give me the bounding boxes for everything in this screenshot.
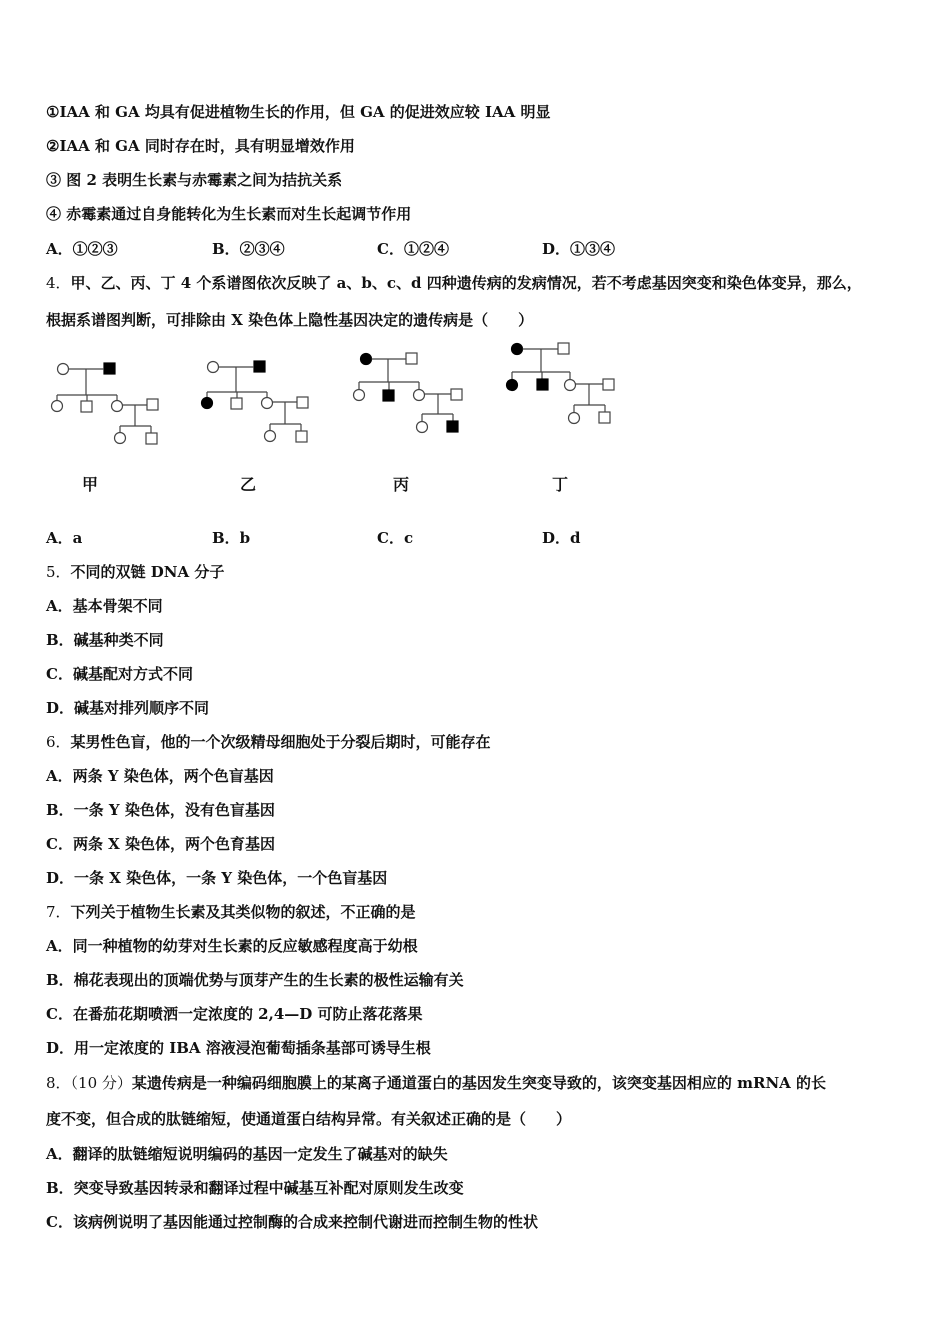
q5-option-d[interactable]: D．碱基对排列顺序不同 xyxy=(46,699,210,717)
q7-stem-text: 下列关于植物生长素及其类似物的叙述，不正确的是 xyxy=(70,903,416,921)
q8-stem-line-1 xyxy=(46,1073,826,1093)
q6-option-b[interactable]: B．一条 Y 染色体，没有色盲基因 xyxy=(46,801,275,819)
q4-number: 4． xyxy=(46,274,71,292)
q3-option-c[interactable]: C．①②④ xyxy=(377,240,449,258)
q3-option-a[interactable]: A．①②③ xyxy=(46,240,118,258)
q5-option-c[interactable]: C．碱基配对方式不同 xyxy=(46,665,193,683)
q3-option-b[interactable]: B．②③④ xyxy=(212,240,285,258)
pedigree-ding xyxy=(507,343,615,424)
q5-number: 5． xyxy=(46,563,71,581)
q4-stem-line-2: 根据系谱图判断，可排除由 X 染色体上隐性基因决定的遗传病是（ ） xyxy=(46,311,534,329)
pedigree-jia xyxy=(52,363,159,444)
q3-statement-4: ④ 赤霉素通过自身能转化为生长素而对生长起调节作用 xyxy=(46,205,412,223)
q5-stem xyxy=(46,562,224,582)
pedigree-bing xyxy=(354,353,463,433)
q6-option-c[interactable]: C．两条 X 染色体，两个色育基因 xyxy=(46,835,276,853)
q7-number: 7． xyxy=(46,903,71,921)
q4-option-b[interactable]: B．b xyxy=(212,529,251,547)
q7-option-b[interactable]: B．棉花表现出的顶端优势与顶芽产生的生长素的极性运输有关 xyxy=(46,971,464,989)
q5-option-a[interactable]: A．基本骨架不同 xyxy=(46,597,163,615)
q7-option-a[interactable]: A．同一种植物的幼芽对生长素的反应敏感程度高于幼根 xyxy=(46,937,418,955)
q4-option-a[interactable]: A．a xyxy=(46,529,83,547)
q3-statement-1: ①IAA 和 GA 均具有促进植物生长的作用，但 GA 的促进效应较 IAA 明显 xyxy=(46,103,551,121)
q4-options xyxy=(46,528,906,548)
q6-stem xyxy=(46,732,491,752)
q8-option-a[interactable]: A．翻译的肽链缩短说明编码的基因一定发生了碱基对的缺失 xyxy=(46,1145,448,1163)
q6-option-d[interactable]: D．一条 X 染色体，一条 Y 染色体，一个色盲基因 xyxy=(46,869,388,887)
q8-option-b[interactable]: B．突变导致基因转录和翻译过程中碱基互补配对原则发生改变 xyxy=(46,1179,464,1197)
pedigree-figures xyxy=(40,340,640,460)
pedigree-label-yi: 乙 xyxy=(240,475,257,494)
q6-number: 6． xyxy=(46,733,71,751)
q3-options xyxy=(46,239,906,259)
q7-option-d[interactable]: D．用一定浓度的 IBA 溶液浸泡葡萄插条基部可诱导生根 xyxy=(46,1039,431,1057)
q4-option-d[interactable]: D．d xyxy=(542,529,581,547)
pedigree-label-jia: 甲 xyxy=(82,475,99,494)
q4-option-c[interactable]: C．c xyxy=(377,529,414,547)
pedigree-yi xyxy=(202,361,309,442)
q5-option-b[interactable]: B．碱基种类不同 xyxy=(46,631,164,649)
pedigree-label-ding: 丁 xyxy=(552,475,569,494)
q8-stem-line-2: 度不变，但合成的肽链缩短，使通道蛋白结构异常。有关叙述正确的是（ ） xyxy=(46,1110,572,1128)
q4-stem-line-1 xyxy=(46,273,862,293)
q8-number: 8．（10 分） xyxy=(46,1074,132,1092)
q7-option-c[interactable]: C．在番茄花期喷洒一定浓度的 2,4—D 可防止落花落果 xyxy=(46,1005,423,1023)
pedigree-label-bing: 丙 xyxy=(393,475,410,494)
q3-statement-3: ③ 图 2 表明生长素与赤霉素之间为拮抗关系 xyxy=(46,171,343,189)
q8-option-c[interactable]: C．该病例说明了基因能通过控制酶的合成来控制代谢进而控制生物的性状 xyxy=(46,1213,538,1231)
q6-option-a[interactable]: A．两条 Y 染色体，两个色盲基因 xyxy=(46,767,274,785)
q6-stem-text: 某男性色盲，他的一个次级精母细胞处于分裂后期时，可能存在 xyxy=(70,733,491,751)
q4-stem-text-1: 甲、乙、丙、丁 4 个系谱图依次反映了 a、b、c、d 四种遗传病的发病情况，若不考虑基因突变和染色体变异，那么， xyxy=(70,274,862,292)
q5-stem-text: 不同的双链 DNA 分子 xyxy=(70,563,225,581)
q7-stem xyxy=(46,902,416,922)
q3-statement-2: ②IAA 和 GA 同时存在时，具有明显增效作用 xyxy=(46,137,355,155)
q3-option-d[interactable]: D．①③④ xyxy=(542,240,616,258)
q8-stem-text-1: 某遗传病是一种编码细胞膜上的某离子通道蛋白的基因发生突变导致的，该突变基因相应的 mRNA 的长 xyxy=(131,1074,827,1092)
